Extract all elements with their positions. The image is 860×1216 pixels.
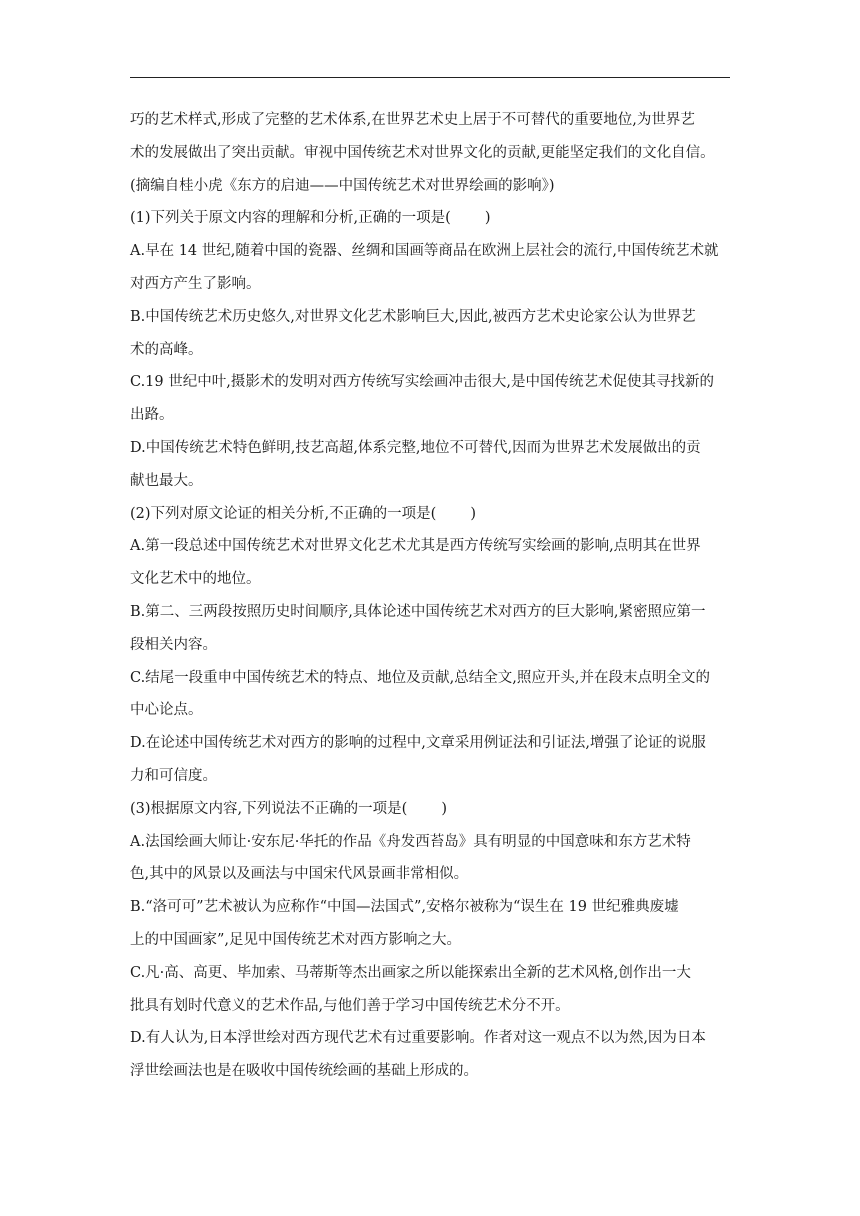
option-line: C.19 世纪中叶,摄影术的发明对西方传统写实绘画冲击很大,是中国传统艺术促使其寻找新的 [130, 374, 714, 391]
option-line: 对西方产生了影响。 [130, 275, 261, 292]
option-line: 文化艺术中的地位。 [130, 571, 261, 588]
option-line: 力和可信度。 [130, 767, 217, 784]
option-line: A.法国绘画大师让·安东尼·华托的作品《舟发西苔岛》具有明显的中国意味和东方艺术特 [130, 833, 691, 850]
question-1-stem [130, 202, 730, 235]
intro-line-2: 术的发展做出了突出贡献。审视中国传统艺术对世界文化的贡献,更能坚定我们的文化自信。 [130, 144, 715, 161]
option-line: D.有人认为,日本浮世绘对西方现代艺术有过重要影响。作者对这一观点不以为然,因为日本 [130, 1030, 706, 1047]
question-stem-close: ) [484, 210, 491, 227]
option-line: 中心论点。 [130, 702, 203, 719]
option-line: 段相关内容。 [130, 636, 217, 653]
header-rule [130, 77, 730, 78]
option-line: C.凡·高、高更、毕加索、马蒂斯等杰出画家之所以能探索出全新的艺术风格,创作出一大 [130, 964, 691, 981]
option-line: B.第二、三两段按照历史时间顺序,具体论述中国传统艺术对西方的巨大影响,紧密照应第一 [130, 603, 706, 620]
question-stem-text: (1)下列关于原文内容的理解和分析,正确的一项是( [130, 210, 451, 227]
question-2-stem [130, 498, 730, 531]
option-line: B.中国传统艺术历史悠久,对世界文化艺术影响巨大,因此,被西方艺术史论家公认为世界艺 [130, 308, 696, 325]
question-stem-text: (2)下列对原文论证的相关分析,不正确的一项是( [130, 505, 437, 522]
question-stem-close: ) [441, 800, 447, 817]
source-citation: (摘编自桂小虎《东方的启迪——中国传统艺术对世界绘画的影响》) [130, 177, 555, 194]
intro-line-1: 巧的艺术样式,形成了完整的艺术体系,在世界艺术史上居于不可替代的重要地位,为世界艺 [130, 112, 695, 128]
question-stem-close: ) [470, 505, 476, 522]
option-line: 上的中国画家”,足见中国传统艺术对西方影响之大。 [130, 931, 462, 948]
question-3-stem [130, 793, 730, 826]
option-line: 献也最大。 [130, 472, 203, 489]
option-line: 批具有划时代意义的艺术作品,与他们善于学习中国传统艺术分不开。 [130, 997, 570, 1014]
option-line: 色,其中的风景以及画法与中国宋代风景画非常相似。 [130, 866, 469, 883]
option-line: A.早在 14 世纪,随着中国的瓷器、丝绸和国画等商品在欧洲上层社会的流行,中国传统艺术就 [130, 243, 719, 260]
option-line: 出路。 [130, 407, 174, 424]
option-line: C.结尾一段重申中国传统艺术的特点、地位及贡献,总结全文,照应开头,并在段末点明全文的 [130, 669, 711, 686]
option-line: D.中国传统艺术特色鲜明,技艺高超,体系完整,地位不可替代,因而为世界艺术发展做出的贡 [130, 439, 701, 456]
option-line: 术的高峰。 [130, 341, 203, 358]
option-line: 浮世绘画法也是在吸收中国传统绘画的基础上形成的。 [130, 1063, 478, 1080]
document-body [130, 104, 730, 1088]
question-stem-text: (3)根据原文内容,下列说法不正确的一项是( [130, 800, 408, 817]
option-line: B.“洛可可”艺术被认为应称作“中国—法国式”,安格尔被称为“误生在 19 世纪雅典废墟 [130, 899, 679, 916]
option-line: A.第一段总述中国传统艺术对世界文化艺术尤其是西方传统写实绘画的影响,点明其在世界 [130, 538, 701, 555]
option-line: D.在论述中国传统艺术对西方的影响的过程中,文章采用例证法和引证法,增强了论证的说服 [130, 735, 706, 752]
